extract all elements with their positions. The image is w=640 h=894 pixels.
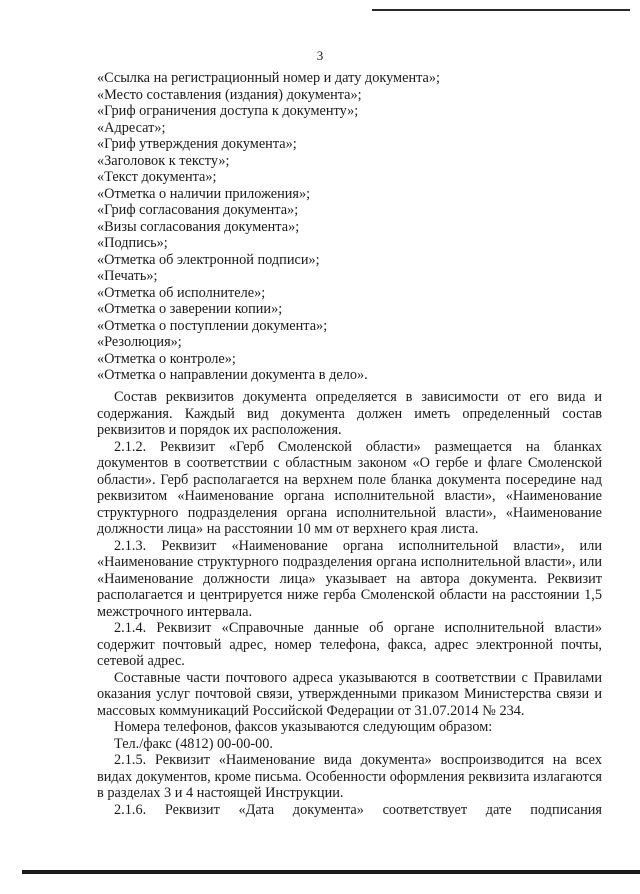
list-item: «Место составления (издания) документа»; [97, 86, 362, 103]
paragraph-composition: Состав реквизитов документа определяется в зависимости от его вида и содержания. Каждый вид документа должен иметь определенный состав реквизитов и порядок их расположения. [97, 389, 602, 438]
list-item: «Отметка об электронной подписи»; [97, 251, 320, 268]
page-number: 3 [316, 48, 324, 63]
list-item: «Адресат»; [97, 119, 166, 136]
document-body [97, 389, 602, 818]
list-item: «Отметка о поступлении документа»; [97, 317, 328, 334]
paragraph-2-1-3: 2.1.3. Реквизит «Наименование органа исполнительной власти», или «Наименование структурного подразделения органа исполнительной власти», или «Наименование должности лица» указывает на автора документа. Реквизит располагается и центрируется ниже герба Смоленской области на расстоянии 1,5 межстрочного интервала. [97, 537, 602, 620]
scan-edge-line-top [372, 9, 630, 11]
list-item: «Отметка о направлении документа в дело». [97, 367, 368, 383]
paragraph-2-1-5: 2.1.5. Реквизит «Наименование вида документа» воспроизводится на всех видах документов, кроме письма. Особенности оформления реквизита излагаются в разделах 3 и 4 настоящей Инструкции. [97, 752, 602, 801]
list-item: «Ссылка на регистрационный номер и дату документа»; [97, 70, 440, 86]
list-item: «Отметка о контроле»; [97, 350, 236, 367]
paragraph-postal: Составные части почтового адреса указываются в соответствии с Правилами оказания услуг почтовой связи, утвержденными приказом Министерства связи и массовых коммуникаций Российской Федерации от 31.07.2014 № 234. [97, 669, 602, 719]
list-item: «Текст документа»; [97, 169, 217, 185]
paragraph-2-1-4: 2.1.4. Реквизит «Справочные данные об органе исполнительной власти» содержит почтовый адрес, номер телефона, факса, адрес электронной почты, сетевой адрес. [97, 620, 602, 669]
list-item: «Гриф ограничения доступа к документу»; [97, 103, 359, 119]
list-item: «Заголовок к тексту»; [97, 152, 230, 169]
list-item: «Отметка о наличии приложения»; [97, 185, 311, 202]
list-item: «Подпись»; [97, 235, 168, 251]
list-item: «Отметка об исполнителе»; [97, 284, 266, 301]
paragraph-2-1-6: 2.1.6. Реквизит «Дата документа» соответствует дате подписания [114, 801, 602, 818]
paragraph-phones-intro: Номера телефонов, факсов указываются следующим образом: [114, 719, 493, 735]
list-item: «Гриф утверждения документа»; [97, 136, 297, 152]
list-item: «Гриф согласования документа»; [97, 202, 299, 218]
paragraph-phone-example: Тел./факс (4812) 00-00-00. [114, 735, 274, 752]
list-item: «Отметка о заверении копии»; [97, 301, 283, 317]
list-item: «Резолюция»; [97, 334, 182, 350]
requisites-list [97, 70, 577, 384]
paragraph-2-1-2: 2.1.2. Реквизит «Герб Смоленской области» размещается на бланках документов в соответствии с областным законом «О гербе и флаге Смоленской области». Герб располагается на верхнем поле бланка документа посередине над реквизитом «Наименование органа исполнительной власти», «Наименование структурного подразделения органа исполнительной власти», «Наименование должности лица» на расстоянии 10 мм от верхнего края листа. [97, 438, 602, 537]
scan-edge-line-bottom [22, 870, 640, 874]
list-item: «Визы согласования документа»; [97, 218, 300, 235]
list-item: «Печать»; [97, 268, 158, 284]
